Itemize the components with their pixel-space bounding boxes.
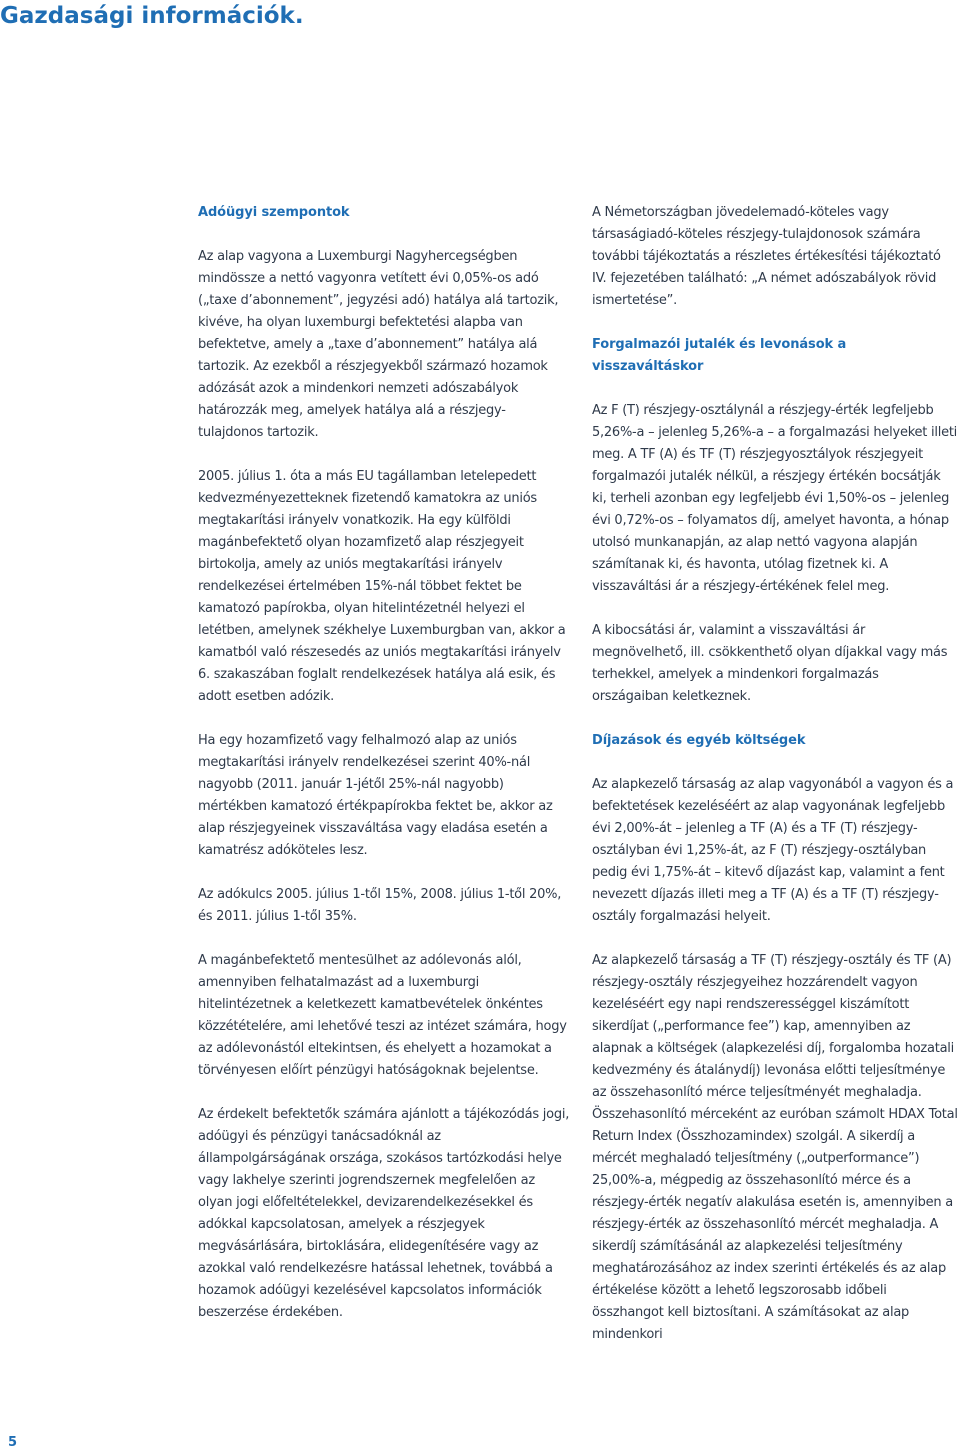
- section-heading-fees: Díjazások és egyéb költségek: [592, 733, 806, 748]
- page-number: 5: [8, 1435, 18, 1450]
- section-heading-tax: Adóügyi szempontok: [198, 205, 350, 220]
- paragraph-performance-fee: Az alapkezelő társaság a TF (T) részjegy-osztály és TF (A) részjegy-osztály részjegyeihez hozzárendelt vagyon kezeléséért egy napi rendszerességgel kiszámított sikerdíjat („performance fee”) kap, amennyiben az alapnak a költségek (alapkezelési díj, forgalomba hozatali kedvezmény és átalánydíj) levonása előtti teljesítménye az összehasonlító mérce teljesítményét meghaladja. Összehasonlító mérceként az euróban számolt HDAX Total Return Index (Összhozamindex) szolgál. A sikerdíj a mércét meghaladó teljesítmény („outperformance”) 25,00%-a, mégpedig az összehasonlító mérce és a részjegy-érték negatív alakulása esetén is, amennyiben a részjegy-érték az összehasonlító mércét meghaladja. A sikerdíj számításánál az alapkezelési teljesítmény meghatározásához az index szerinti értékelés és az alap értékelése között a lehető legszorosabb időbeli összhangot kell biztosítani. A számításokat az alap mindenkori: [592, 953, 958, 1342]
- paragraph-price-adjustment: A kibocsátási ár, valamint a visszaváltási ár megnövelhető, ill. csökkenthető olyan díjakkal vagy más terhekkel, amelyek a mindenkori forgalmazás országaiban keletkeznek.: [592, 623, 948, 704]
- paragraph-management-fee: Az alapkezelő társaság az alap vagyonából a vagyon és a befektetések kezeléséért az alap vagyonának legfeljebb évi 2,00%-át – jelenleg a TF (A) és a TF (T) részjegy-osztályban évi 1,25%-át, az F (T) részjegy-osztályban pedig évi 1,75%-át – kitevő díjazást kap, valamint a fent nevezett díjazás illeti meg a TF (A) és a TF (T) részjegy-osztály forgalmazási helyeit.: [592, 777, 954, 924]
- paragraph-commission: Az F (T) részjegy-osztálynál a részjegy-érték legfeljebb 5,26%-a – jelenleg 5,26%-a – a forgalmazási helyeket illeti meg. A TF (A) és TF (T) részjegyosztályok részjegyeit forgalmazói jutalék nélkül, a részjegy értékén bocsátják ki, terheli azonban egy legfeljebb évi 1,50%-os – jelenleg évi 0,72%-os – folyamatos díj, amelyet havonta, a hónap utolsó munkanapján, az alap nettó vagyona alapján számítanak ki, és havonta, utólag fizetnek ki. A visszaváltási ár a részjegy-értékének felel meg.: [592, 403, 958, 594]
- paragraph-tax-exemption: A magánbefektető mentesülhet az adólevonás alól, amennyiben felhatalmazást ad a luxemburgi hitelintézetnek a keletkezett kamatbevételek önkéntes közzétételére, ami lehetővé teszi az intézet számára, hogy az adólevonástól eltekintsen, és ehelyett a hozamokat a törvényesen előírt pénzügyi hatóságoknak bejelentse.: [198, 953, 567, 1078]
- paragraph-tax-rates: Az adókulcs 2005. július 1-től 15%, 2008. július 1-től 20%, és 2011. július 1-től 35%.: [198, 887, 562, 924]
- section-heading-commission: Forgalmazói jutalék és levonások a visszaváltáskor: [592, 337, 847, 374]
- page-title: Gazdasági információk.: [0, 3, 304, 29]
- right-column: [592, 202, 958, 1346]
- paragraph-tax-luxembourg: Az alap vagyona a Luxemburgi Nagyhercegségben mindössze a nettó vagyonra vetített évi 0,05%-os adó („taxe d’abonnement”, jegyzési adó) hatálya alá tartozik, kivéve, ha olyan luxemburgi befektetési alapba van befektetve, amely a „taxe d’abonnement” hatálya alá tartozik. Az ezekből a részjegyekből származó hozamok adózását azok a mindenkori nemzeti adószabályok határozzák meg, amelyek hatálya alá a részjegy-tulajdonos tartozik.: [198, 249, 559, 440]
- paragraph-interest-threshold: Ha egy hozamfizető vagy felhalmozó alap az uniós megtakarítási irányelv rendelkezései szerint 40%-nál nagyobb (2011. január 1-jétől 25%-nál nagyobb) mértékben kamatozó értékpapírokba fektet be, akkor az alap részjegyeinek visszaváltása vagy eladása esetén a kamatrész adóköteles lesz.: [198, 733, 553, 858]
- paragraph-advice: Az érdekelt befektetők számára ajánlott a tájékozódás jogi, adóügyi és pénzügyi tanácsadóknál az állampolgárságának országa, szokásos tartózkodási helye vagy lakhelye szerinti jogrendszernek megfelelően az olyan jogi előfeltételekkel, devizarendelkezésekkel és adókkal kapcsolatosan, amelyek a részjegyek megvásárlására, birtoklására, elidegenítésére vagy az azokkal való rendelkezésre hatással lehetnek, továbbá a hozamok adóügyi kezelésével kapcsolatos információk beszerzése érdekében.: [198, 1107, 570, 1320]
- left-column: [198, 202, 570, 1324]
- paragraph-eu-savings-directive: 2005. július 1. óta a más EU tagállamban letelepedett kedvezményezetteknek fizetendő kamatokra az uniós megtakarítási irányelv vonatkozik. Ha egy külföldi magánbefektető olyan hozamfizető alap részjegyeit birtokolja, amely az uniós megtakarítási irányelv rendelkezései értelmében 15%-nál többet fektet be kamatozó papírokba, olyan hitelintézetnél helyezi el letétben, amelynek székhelye Luxemburgban van, akkor a kamatból való részesedés az uniós megtakarítási irányelv 6. szakaszában foglalt rendelkezések hatálya alá esik, és adott esetben adózik.: [198, 469, 566, 704]
- paragraph-germany-tax: A Németországban jövedelemadó-köteles vagy társaságiadó-köteles részjegy-tulajdonosok számára további tájékoztatás a részletes értékesítési tájékoztató IV. fejezetében található: „A német adószabályok rövid ismertetése”.: [592, 205, 941, 308]
